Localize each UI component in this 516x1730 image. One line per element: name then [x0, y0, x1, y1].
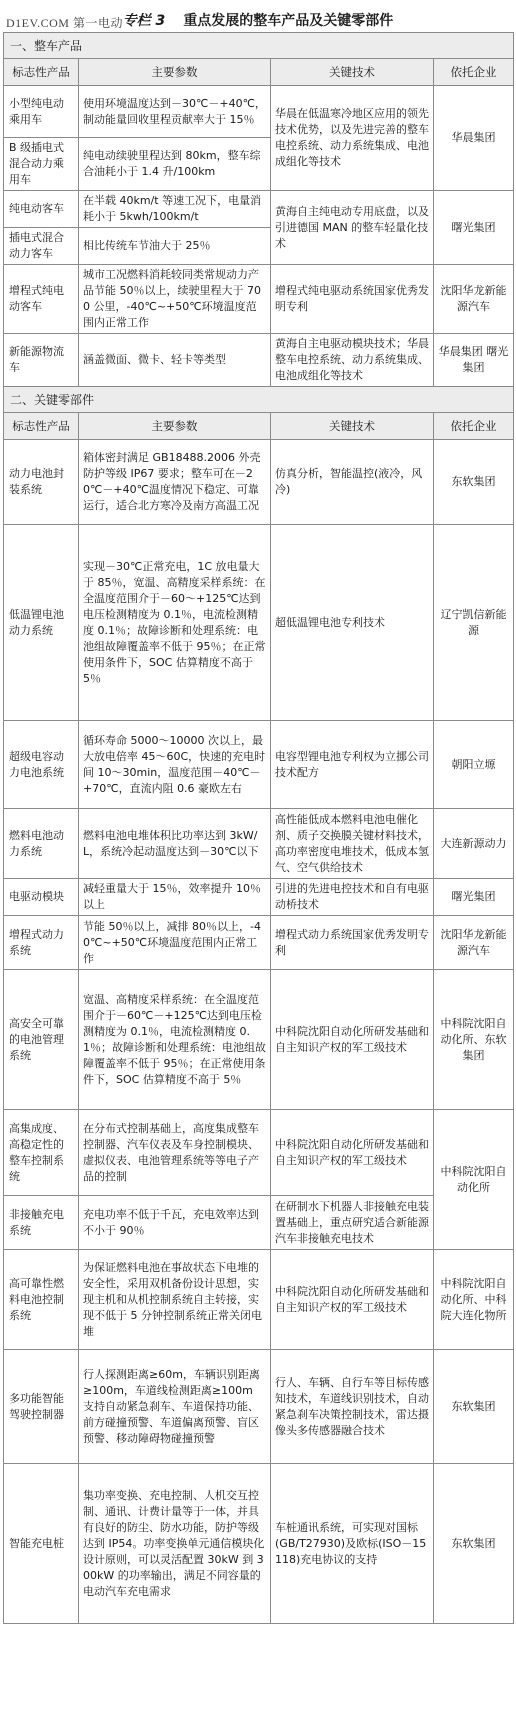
technology-cell: 高性能低成本燃料电池电催化剂、质子交换膜关键材料技术，高功率密度电堆技术，低成本氢气、空气供给技术 [271, 809, 434, 879]
table-row [4, 265, 514, 334]
company-cell: 朝阳立塬 [434, 721, 514, 809]
parameter-cell: 循环寿命 5000～10000 次以上，最大放电倍率 45～60C，快速的充电时间 10～30min，温度范围－40℃－+70℃，直流内阻 0.6 豪欧左右 [79, 721, 271, 809]
parameter-cell: 使用环境温度达到－30℃－+40℃，制动能量回收里程贡献率大于 15％ [79, 86, 271, 138]
table-row [4, 86, 514, 138]
section-heading [4, 33, 514, 59]
column-header: 关键技术 [271, 59, 434, 86]
header-row [4, 59, 514, 86]
column-header: 标志性产品 [4, 59, 79, 86]
table-row [4, 879, 514, 916]
product-cell: 高集成度、高稳定性的整车控制系统 [4, 1110, 79, 1196]
table-row [4, 809, 514, 879]
table-row [4, 334, 514, 387]
technology-cell: 行人、车辆、自行车等目标传感知技术，车道线识别技术，自动紧急刹车决策控制技术，雷达摄像头多传感器融合技术 [271, 1350, 434, 1464]
parameter-cell: 减轻重量大于 15％，效率提升 10％以上 [79, 879, 271, 916]
parameter-cell: 箱体密封满足 GB18488.2006 外壳防护等级 IP67 要求；整车可在－20℃－+40℃温度情况下稳定、可靠运行，适合北方寒冷及南方高温工况 [79, 440, 271, 525]
section-heading [4, 387, 514, 413]
company-cell: 曙光集团 [434, 879, 514, 916]
company-cell: 辽宁凯信新能源 [434, 525, 514, 721]
technology-cell: 在研制水下机器人非接触充电装置基础上，重点研究适合新能源汽车非接触充电技术 [271, 1196, 434, 1250]
technology-cell: 增程式纯电驱动系统国家优秀发明专利 [271, 265, 434, 334]
section-title: 一、整车产品 [4, 33, 514, 59]
parameter-cell: 城市工况燃料消耗较同类常规动力产品节能 50％以上，续驶里程大于 700 公里，-40℃~+50℃环境温度范围内正常工作 [79, 265, 271, 334]
technology-cell: 中科院沈阳自动化所研发基础和自主知识产权的军工级技术 [271, 1250, 434, 1350]
technology-cell: 超低温锂电池专利技术 [271, 525, 434, 721]
technology-cell: 黄海自主电驱动模块技术；华晨整车电控系统、动力系统集成、电池成组化等技术 [271, 334, 434, 387]
company-cell: 东软集团 [434, 440, 514, 525]
company-cell: 东软集团 [434, 1464, 514, 1624]
product-cell: 非接触充电系统 [4, 1196, 79, 1250]
box-title-text: 重点发展的整车产品及关键零部件 [183, 13, 394, 29]
parameter-cell: 为保证燃料电池在事故状态下电堆的安全性，采用双机备份设计思想，实现主机和从机控制系统自主转接，实现不低于 5 分钟控制系统正常关闭电堆 [79, 1250, 271, 1350]
company-cell: 大连新源动力 [434, 809, 514, 879]
product-cell: 电驱动模块 [4, 879, 79, 916]
product-cell: 动力电池封装系统 [4, 440, 79, 525]
parameter-cell: 集功率变换、充电控制、人机交互控制、通讯、计费计量等于一体，并具有良好的防尘、防水功能，防护等级达到 IP54。功率变换单元通信模块化设计原则，可以灵活配置 30kW 到 300kW 的功率输出，满足不同容量的电动汽车充电需求 [79, 1464, 271, 1624]
table-row [4, 916, 514, 970]
technology-cell: 华晨在低温寒冷地区应用的领先技术优势，以及先进完善的整车电控系统、动力系统集成、电池成组化等技术 [271, 86, 434, 191]
technology-cell: 电容型锂电池专利权为立挪公司技术配方 [271, 721, 434, 809]
table-row [4, 1350, 514, 1464]
product-cell: 超级电容动力电池系统 [4, 721, 79, 809]
product-cell: 插电式混合动力客车 [4, 228, 79, 265]
parameter-cell: 在半载 40km/t 等速工况下，电量消耗小于 5kwh/100km/t [79, 191, 271, 228]
parameter-cell: 涵盖微面、微卡、轻卡等类型 [79, 334, 271, 387]
table-row [4, 721, 514, 809]
company-cell: 曙光集团 [434, 191, 514, 265]
technology-cell: 车桩通讯系统，可实现对国标(GB/T27930)及欧标(ISO－15118)充电协议的支持 [271, 1464, 434, 1624]
column-header: 依托企业 [434, 413, 514, 440]
product-cell: 高可靠性燃料电池控制系统 [4, 1250, 79, 1350]
company-cell: 华晨集团 [434, 86, 514, 191]
product-cell: 高安全可靠的电池管理系统 [4, 970, 79, 1110]
company-cell: 东软集团 [434, 1350, 514, 1464]
product-cell: 智能充电桩 [4, 1464, 79, 1624]
box-label: 专栏 3 [122, 13, 166, 29]
company-cell: 中科院沈阳自动化所 [434, 1110, 514, 1250]
parameter-cell: 燃料电池电堆体积比功率达到 3kW/L，系统冷起动温度达到－30℃以下 [79, 809, 271, 879]
table-row [4, 1464, 514, 1624]
product-cell: 燃料电池动力系统 [4, 809, 79, 879]
parameter-cell: 宽温、高精度采样系统：在全温度范围介于－60℃－+125℃达到电压检测精度为 0.1％，电流检测精度 0.1％；故障诊断和处理系统：电池组故障覆盖率不低于 95％；在正常使用条件下，SOC 估算精度不高于 5％ [79, 970, 271, 1110]
company-cell: 中科院沈阳自动化所、中科院大连化物所 [434, 1250, 514, 1350]
column-header: 主要参数 [79, 59, 271, 86]
company-cell: 华晨集团 曙光集团 [434, 334, 514, 387]
table-row [4, 1110, 514, 1196]
technology-cell: 引进的先进电控技术和自有电驱动桥技术 [271, 879, 434, 916]
parameter-cell: 纯电动续驶里程达到 80km，整车综合油耗小于 1.4 升/100km [79, 138, 271, 191]
product-cell: B 级插电式混合动力乘用车 [4, 138, 79, 191]
company-cell: 中科院沈阳自动化所、东软集团 [434, 970, 514, 1110]
parameter-cell: 实现－30℃正常充电，1C 放电量大于 85％，宽温、高精度采样系统：在全温度范围介于－60～+125℃达到电压检测精度为 0.1％，电流检测精度 0.1％；故障诊断和处理系统：电池组故障覆盖率不低于 95％；在正常使用条件下，SOC 估算精度不高于 5％ [79, 525, 271, 721]
table-row [4, 191, 514, 228]
parameter-cell: 行人探测距离≥60m，车辆识别距离≥100m，车道线检测距离≥100m 支持自动紧急刹车、车道保持功能、前方碰撞预警、车道偏离预警、盲区预警、移动障碍物碰撞预警 [79, 1350, 271, 1464]
section-title: 二、关键零部件 [4, 387, 514, 413]
column-header: 依托企业 [434, 59, 514, 86]
parameter-cell: 相比传统车节油大于 25％ [79, 228, 271, 265]
parameter-cell: 充电功率不低于千瓦，充电效率达到不小于 90％ [79, 1196, 271, 1250]
product-cell: 增程式纯电动客车 [4, 265, 79, 334]
product-table [3, 32, 514, 1624]
box-title [0, 10, 516, 30]
company-cell: 沈阳华龙新能源汽车 [434, 916, 514, 970]
product-cell: 多功能智能驾驶控制器 [4, 1350, 79, 1464]
technology-cell: 增程式动力系统国家优秀发明专利 [271, 916, 434, 970]
watermark: D1EV.COM 第一电动 [6, 16, 123, 30]
technology-cell: 黄海自主纯电动专用底盘，以及引进德国 MAN 的整车轻量化技术 [271, 191, 434, 265]
column-header: 标志性产品 [4, 413, 79, 440]
product-cell: 纯电动客车 [4, 191, 79, 228]
header-row [4, 413, 514, 440]
product-cell: 增程式动力系统 [4, 916, 79, 970]
product-cell: 低温锂电池动力系统 [4, 525, 79, 721]
technology-cell: 中科院沈阳自动化所研发基础和自主知识产权的军工级技术 [271, 1110, 434, 1196]
company-cell: 沈阳华龙新能源汽车 [434, 265, 514, 334]
table-row [4, 1250, 514, 1350]
table-row [4, 970, 514, 1110]
product-cell: 小型纯电动乘用车 [4, 86, 79, 138]
technology-cell: 仿真分析，智能温控(液冷，风冷) [271, 440, 434, 525]
table-row [4, 440, 514, 525]
column-header: 主要参数 [79, 413, 271, 440]
parameter-cell: 节能 50％以上，减排 80％以上，-40℃~+50℃环境温度范围内正常工作 [79, 916, 271, 970]
product-cell: 新能源物流车 [4, 334, 79, 387]
technology-cell: 中科院沈阳自动化所研发基础和自主知识产权的军工级技术 [271, 970, 434, 1110]
column-header: 关键技术 [271, 413, 434, 440]
parameter-cell: 在分布式控制基础上，高度集成整车控制器、汽车仪表及车身控制模块、虚拟仪表、电池管理系统等等电子产品的控制 [79, 1110, 271, 1196]
table-row [4, 525, 514, 721]
